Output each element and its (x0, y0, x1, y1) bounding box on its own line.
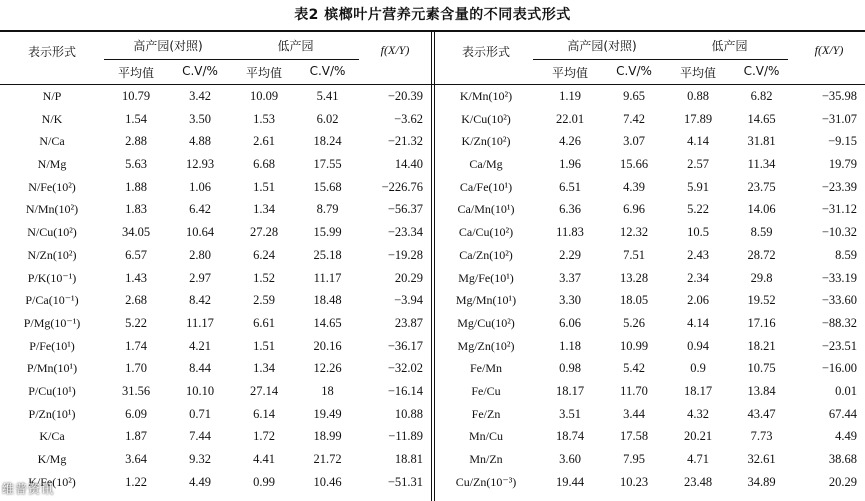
high-mean-cell: 5.63 (125, 157, 147, 172)
low-mean-cell: 5.22 (687, 202, 709, 217)
table-row (434, 403, 865, 426)
row-label: Fe/Mn (469, 361, 502, 376)
high-mean-cell: 1.74 (125, 338, 147, 353)
high-cv-cell: 10.64 (185, 225, 215, 240)
low-mean-cell: 17.89 (683, 111, 713, 126)
low-mean-cell: 10.5 (687, 225, 709, 240)
row-label: K/Mn(10²) (459, 89, 513, 103)
table-row (434, 130, 865, 153)
high-cv-cell: 11.70 (620, 383, 648, 398)
header-high-group: 高产园(对照) (567, 39, 637, 53)
row-label: Ca/Zn(10²) (459, 247, 513, 262)
high-mean-cell: 2.68 (125, 293, 147, 308)
high-cv-cell: 15.66 (619, 157, 649, 172)
high-cv-cell: 10.10 (185, 383, 215, 398)
f-value-cell: −33.19 (821, 270, 857, 285)
f-value-cell: −9.15 (828, 134, 857, 149)
row-label: N/Cu(10²) (27, 225, 77, 240)
high-cv-cell: 5.42 (623, 361, 645, 376)
header-low-mean: 平均值 (245, 66, 282, 80)
high-cv-cell: 13.28 (619, 270, 649, 285)
row-label: N/Fe(10²) (28, 179, 76, 194)
low-mean-cell: 0.9 (690, 361, 706, 376)
header-low-cv: C.V/% (309, 64, 346, 78)
f-value-cell: 14.40 (394, 157, 423, 172)
low-cv-cell: 19.52 (747, 293, 776, 308)
row-label: Mn/Cu (468, 429, 503, 444)
high-mean-cell: 11.83 (556, 225, 584, 240)
low-cv-cell: 18.48 (313, 293, 342, 308)
column-divider (431, 31, 432, 501)
table-row (0, 108, 431, 131)
table-row (434, 312, 865, 335)
f-value-cell: −31.07 (821, 111, 857, 126)
low-cv-cell: 29.8 (750, 270, 773, 285)
f-value-cell: −16.00 (821, 361, 857, 376)
high-cv-cell: 4.21 (189, 338, 211, 353)
high-mean-cell: 4.26 (559, 134, 581, 149)
low-mean-cell: 2.43 (687, 247, 709, 262)
low-mean-cell: 20.21 (683, 429, 713, 444)
header-low-mean: 平均值 (679, 66, 716, 80)
low-cv-cell: 43.47 (747, 406, 776, 421)
low-mean-cell: 10.09 (249, 89, 279, 103)
high-mean-cell: 18.17 (555, 383, 585, 398)
row-label: Fe/Zn (471, 406, 501, 421)
high-mean-cell: 6.36 (559, 202, 581, 217)
high-mean-cell: 1.22 (125, 474, 147, 489)
left-rows (0, 85, 431, 493)
table-row (0, 289, 431, 312)
low-mean-cell: 1.72 (253, 429, 275, 444)
f-value-cell: −19.28 (387, 247, 423, 262)
high-cv-cell: 7.44 (189, 429, 211, 444)
high-mean-cell: 10.79 (121, 89, 151, 103)
low-cv-cell: 11.17 (313, 270, 342, 285)
f-value-cell: −226.76 (381, 179, 423, 194)
low-cv-cell: 7.73 (750, 429, 773, 444)
table-row (434, 221, 865, 244)
high-cv-cell: 3.42 (189, 89, 211, 103)
high-mean-cell: 3.30 (559, 293, 581, 308)
header-high-mean: 平均值 (551, 66, 588, 80)
table-row (0, 267, 431, 290)
table-row (0, 130, 431, 153)
row-label: Mg/Fe(10¹) (458, 270, 514, 285)
table-row (0, 471, 431, 494)
high-cv-cell: 2.97 (189, 270, 211, 285)
high-mean-cell: 1.70 (125, 361, 147, 376)
low-mean-cell: 5.91 (687, 179, 709, 194)
header-low-cv: C.V/% (743, 64, 780, 78)
low-mean-cell: 0.94 (687, 338, 709, 353)
low-mean-cell: 6.14 (253, 406, 275, 421)
table-row (0, 357, 431, 380)
f-value-cell: −23.51 (821, 338, 857, 353)
low-cv-cell: 5.41 (316, 89, 339, 103)
row-label: Mg/Zn(10²) (457, 338, 515, 353)
row-label: K/Fe(10²) (28, 474, 76, 489)
low-mean-cell: 6.61 (253, 315, 275, 330)
f-value-cell: −31.12 (821, 202, 857, 217)
low-mean-cell: 1.53 (253, 111, 275, 126)
table-row (434, 448, 865, 471)
low-cv-cell: 10.46 (313, 474, 342, 489)
low-cv-cell: 18.24 (313, 134, 342, 149)
low-cv-cell: 32.61 (747, 452, 776, 466)
header-f: f(X/Y) (814, 43, 844, 57)
table-row (0, 153, 431, 176)
high-cv-cell: 3.07 (623, 134, 645, 149)
f-value-cell: −3.94 (394, 293, 423, 308)
high-cv-cell: 7.42 (623, 111, 645, 126)
high-mean-cell: 3.37 (559, 270, 581, 285)
low-mean-cell: 1.34 (253, 361, 275, 376)
table-row (434, 153, 865, 176)
table-row (434, 289, 865, 312)
row-label: Ca/Cu(10²) (458, 225, 514, 240)
row-label: Cu/Zn(10⁻³) (455, 474, 517, 489)
row-label: Ca/Mg (469, 157, 503, 172)
high-cv-cell: 12.32 (619, 225, 649, 240)
header-form: 表示形式 (461, 45, 510, 59)
row-label: Ca/Mn(10¹) (457, 202, 515, 217)
f-value-cell: −33.60 (821, 293, 857, 308)
low-mean-cell: 6.68 (253, 157, 275, 172)
f-value-cell: 10.88 (394, 406, 423, 421)
right-rows (434, 85, 865, 493)
table-row (434, 108, 865, 131)
low-cv-cell: 21.72 (313, 452, 342, 466)
low-cv-cell: 19.49 (313, 406, 342, 421)
low-mean-cell: 1.52 (253, 270, 275, 285)
high-mean-cell: 6.09 (125, 406, 147, 421)
high-mean-cell: 22.01 (555, 111, 585, 126)
row-label: P/Ca(10⁻¹) (25, 293, 79, 308)
row-label: P/K(10⁻¹) (27, 270, 77, 285)
header-f: f(X/Y) (380, 43, 410, 57)
f-value-cell: −21.32 (387, 134, 423, 149)
low-mean-cell: 27.14 (249, 383, 279, 398)
table-row (0, 244, 431, 267)
f-value-cell: −36.17 (387, 338, 423, 353)
high-mean-cell: 0.98 (559, 361, 581, 376)
low-mean-cell: 23.48 (683, 474, 713, 489)
row-label: N/P (42, 89, 62, 103)
f-value-cell: 67.44 (828, 406, 857, 421)
f-value-cell: 18.81 (394, 452, 423, 466)
high-cv-cell: 3.44 (623, 406, 645, 421)
high-mean-cell: 2.29 (559, 247, 581, 262)
high-cv-cell: 11.17 (186, 315, 214, 330)
high-cv-cell: 5.26 (623, 315, 645, 330)
f-value-cell: 4.49 (835, 429, 857, 444)
low-cv-cell: 6.82 (750, 89, 773, 103)
table-row (0, 448, 431, 471)
table-row (0, 380, 431, 403)
low-cv-cell: 25.18 (313, 247, 342, 262)
high-cv-cell: 8.42 (189, 293, 211, 308)
high-cv-cell: 1.06 (189, 179, 211, 194)
table-row (434, 176, 865, 199)
high-mean-cell: 1.43 (125, 270, 147, 285)
row-label: K/Zn(10²) (461, 134, 511, 149)
table-row (0, 198, 431, 221)
row-label: P/Mn(10¹) (26, 361, 78, 376)
header-low-group: 低产园 (277, 39, 314, 53)
high-mean-cell: 19.44 (555, 474, 585, 489)
low-mean-cell: 2.57 (687, 157, 709, 172)
high-mean-cell: 2.88 (125, 134, 147, 149)
low-mean-cell: 4.32 (687, 406, 709, 421)
table-row (0, 335, 431, 358)
f-value-cell: 23.87 (394, 315, 423, 330)
high-cv-cell: 2.80 (189, 247, 211, 262)
low-cv-cell: 14.06 (747, 202, 776, 217)
row-label: Ca/Fe(10¹) (459, 179, 513, 194)
high-mean-cell: 34.05 (121, 225, 151, 240)
high-cv-cell: 10.23 (619, 474, 649, 489)
low-mean-cell: 0.99 (253, 474, 275, 489)
low-cv-cell: 8.79 (316, 202, 339, 217)
header-high-cv: C.V/% (182, 64, 218, 78)
f-value-cell: 0.01 (835, 383, 857, 398)
high-cv-cell: 4.49 (189, 474, 211, 489)
table-title: 表2 槟榔叶片营养元素含量的不同表式形式 (294, 7, 571, 23)
high-mean-cell: 3.60 (559, 452, 581, 466)
high-cv-cell: 9.32 (189, 452, 211, 466)
row-label: Mn/Zn (469, 452, 503, 466)
f-value-cell: −23.34 (387, 225, 423, 240)
low-cv-cell: 14.65 (313, 315, 342, 330)
high-mean-cell: 1.83 (125, 202, 147, 217)
low-mean-cell: 2.06 (687, 293, 709, 308)
high-cv-cell: 6.42 (189, 202, 211, 217)
table-row (434, 244, 865, 267)
row-label: N/K (41, 111, 63, 126)
row-label: P/Fe(10¹) (29, 338, 75, 353)
low-mean-cell: 18.17 (683, 383, 713, 398)
low-cv-cell: 14.65 (747, 111, 776, 126)
header-high-cv: C.V/% (616, 64, 652, 78)
header-form: 表示形式 (27, 45, 76, 59)
low-mean-cell: 1.51 (253, 338, 275, 353)
low-mean-cell: 27.28 (249, 225, 279, 240)
high-cv-cell: 6.96 (623, 202, 645, 217)
row-label: N/Ca (39, 134, 65, 149)
top-rule (0, 30, 865, 32)
high-cv-cell: 12.93 (185, 157, 215, 172)
f-value-cell: −16.14 (387, 383, 423, 398)
low-cv-cell: 18.99 (313, 429, 342, 444)
high-mean-cell: 6.06 (559, 315, 581, 330)
low-mean-cell: 4.14 (687, 315, 709, 330)
low-cv-cell: 18.21 (747, 338, 776, 353)
low-cv-cell: 15.68 (313, 179, 342, 194)
table-row (434, 335, 865, 358)
low-cv-cell: 28.72 (747, 247, 776, 262)
row-label: Fe/Cu (471, 383, 501, 398)
table-row (434, 198, 865, 221)
low-cv-cell: 18 (321, 383, 334, 398)
row-label: P/Zn(10¹) (28, 406, 76, 421)
f-value-cell: −56.37 (387, 202, 423, 217)
table-row (434, 471, 865, 494)
f-value-cell: 20.29 (828, 474, 857, 489)
high-mean-cell: 3.51 (559, 406, 581, 421)
low-mean-cell: 4.41 (253, 452, 275, 466)
high-cv-cell: 7.95 (623, 452, 645, 466)
low-cv-cell: 34.89 (747, 474, 776, 489)
low-cv-cell: 11.34 (747, 157, 776, 172)
header-low-group: 低产园 (711, 39, 748, 53)
row-label: N/Zn(10²) (27, 247, 77, 262)
row-label: Mg/Mn(10¹) (455, 293, 517, 308)
high-mean-cell: 1.88 (125, 179, 147, 194)
low-mean-cell: 0.88 (687, 89, 709, 103)
high-mean-cell: 3.64 (125, 452, 147, 466)
left-group-rule (104, 59, 359, 60)
right-group-rule (533, 59, 788, 60)
table-row (434, 267, 865, 290)
low-mean-cell: 2.61 (253, 134, 275, 149)
high-cv-cell: 17.58 (619, 429, 649, 444)
f-value-cell: 38.68 (828, 452, 857, 466)
low-cv-cell: 15.99 (313, 225, 342, 240)
high-mean-cell: 1.54 (125, 111, 147, 126)
high-mean-cell: 31.56 (121, 383, 151, 398)
low-mean-cell: 1.34 (253, 202, 275, 217)
low-cv-cell: 12.26 (313, 361, 342, 376)
low-cv-cell: 31.81 (747, 134, 776, 149)
table-row (0, 176, 431, 199)
table-row (434, 380, 865, 403)
row-label: N/Mn(10²) (25, 202, 79, 217)
row-label: P/Mg(10⁻¹) (23, 315, 81, 330)
high-cv-cell: 0.71 (189, 406, 211, 421)
table-row (0, 425, 431, 448)
high-cv-cell: 7.51 (623, 247, 645, 262)
f-value-cell: 20.29 (394, 270, 423, 285)
low-mean-cell: 4.71 (687, 452, 709, 466)
high-cv-cell: 8.44 (189, 361, 211, 376)
high-mean-cell: 5.22 (125, 315, 147, 330)
high-cv-cell: 3.50 (189, 111, 211, 126)
row-label: N/Mg (37, 157, 67, 172)
header-high-group: 高产园(对照) (133, 39, 203, 53)
low-cv-cell: 6.02 (316, 111, 339, 126)
high-cv-cell: 10.99 (619, 338, 649, 353)
f-value-cell: −11.89 (388, 429, 423, 444)
table-row (0, 85, 431, 108)
f-value-cell: −20.39 (387, 89, 423, 103)
table-row (0, 221, 431, 244)
row-label: K/Ca (39, 429, 65, 444)
high-mean-cell: 1.87 (125, 429, 147, 444)
high-mean-cell: 6.57 (125, 247, 147, 262)
f-value-cell: −35.98 (821, 89, 857, 103)
high-mean-cell: 1.18 (559, 338, 581, 353)
high-mean-cell: 1.96 (559, 157, 581, 172)
low-cv-cell: 10.75 (747, 361, 776, 376)
table-row (0, 312, 431, 335)
table-row (434, 425, 865, 448)
f-value-cell: 8.59 (835, 247, 857, 262)
row-label: K/Mg (37, 452, 67, 466)
high-cv-cell: 4.88 (189, 134, 211, 149)
f-value-cell: −88.32 (821, 315, 857, 330)
f-value-cell: −3.62 (394, 111, 423, 126)
f-value-cell: 19.79 (828, 157, 857, 172)
high-cv-cell: 18.05 (619, 293, 649, 308)
table-row (0, 403, 431, 426)
low-mean-cell: 2.59 (253, 293, 275, 308)
low-mean-cell: 1.51 (253, 179, 275, 194)
low-mean-cell: 6.24 (253, 247, 275, 262)
low-cv-cell: 17.16 (747, 315, 776, 330)
f-value-cell: −23.39 (821, 179, 857, 194)
header-high-mean: 平均值 (117, 66, 154, 80)
low-cv-cell: 8.59 (750, 225, 773, 240)
f-value-cell: −51.31 (387, 474, 423, 489)
low-mean-cell: 2.34 (687, 270, 709, 285)
low-mean-cell: 4.14 (687, 134, 709, 149)
high-mean-cell: 1.19 (559, 89, 581, 103)
row-label: P/Cu(10¹) (28, 383, 76, 398)
high-cv-cell: 4.39 (623, 179, 645, 194)
low-cv-cell: 13.84 (747, 383, 776, 398)
low-cv-cell: 17.55 (313, 157, 342, 172)
row-label: K/Cu(10²) (461, 111, 511, 126)
watermark-text: 维普资讯 (2, 482, 55, 496)
high-mean-cell: 18.74 (555, 429, 585, 444)
table-row (434, 357, 865, 380)
low-cv-cell: 20.16 (313, 338, 342, 353)
f-value-cell: −32.02 (387, 361, 423, 376)
table-row (434, 85, 865, 108)
f-value-cell: −10.32 (821, 225, 857, 240)
high-mean-cell: 6.51 (559, 179, 581, 194)
high-cv-cell: 9.65 (623, 89, 645, 103)
low-cv-cell: 23.75 (747, 179, 776, 194)
row-label: Mg/Cu(10²) (457, 315, 515, 330)
